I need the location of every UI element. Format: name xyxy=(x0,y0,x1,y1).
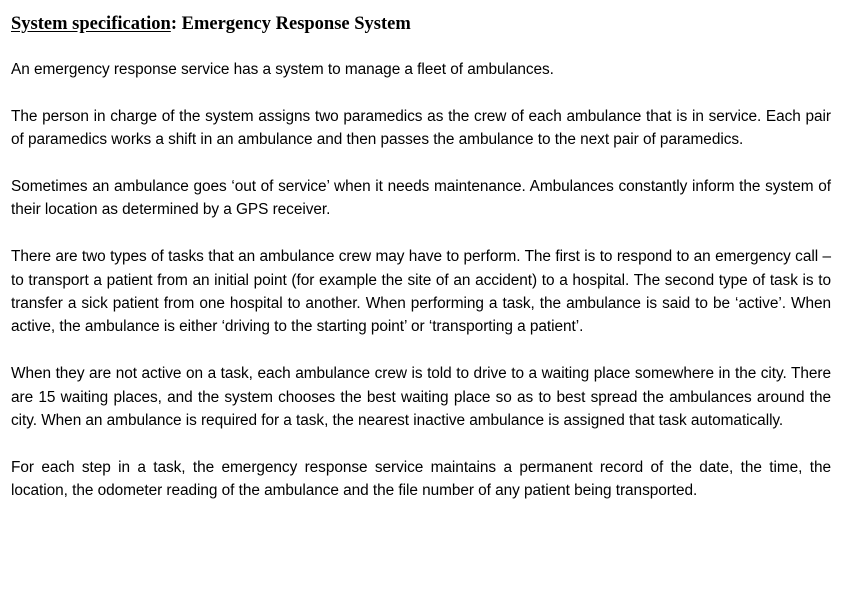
title-separator: : xyxy=(170,14,182,34)
paragraph-records: For each step in a task, the emergency response service maintains a permanent record of the date, the time, the location, the odometer reading of the ambulance and the file number of any patient being transported. xyxy=(11,458,831,500)
paragraph-task-types: There are two types of tasks that an ambulance crew may have to perform. The first is to respond to an emergency call – to transport a patient from an initial point (for example the site of an accident) to a hospital. The second type of task is to transfer a sick patient from one hospital to another. When performing a task, the ambulance is said to be ‘active’. When active, the ambulance is either ‘driving to the starting point’ or ‘transporting a patient’. xyxy=(11,248,831,336)
paragraph-crew: The person in charge of the system assigns two paramedics as the crew of each ambulance that is in service. Each pair of paramedics works a shift in an ambulance and then passes the ambulance to the next pair of paramedics. xyxy=(11,107,831,149)
paragraph-waiting-places: When they are not active on a task, each ambulance crew is told to drive to a waiting place somewhere in the city. There are 15 waiting places, and the system chooses the best waiting place so as to best spread the ambulances around the city. When an ambulance is required for a task, the nearest inactive ambulance is assigned that task automatically. xyxy=(11,365,831,430)
document-page xyxy=(11,12,831,503)
paragraph-intro: An emergency response service has a system to manage a fleet of ambulances. xyxy=(11,61,554,78)
title-label: System specification xyxy=(11,14,171,34)
document-title xyxy=(11,12,831,36)
paragraph-out-of-service: Sometimes an ambulance goes ‘out of service’ when it needs maintenance. Ambulances constantly inform the system of their location as determined by a GPS receiver. xyxy=(11,178,831,219)
title-system-name: Emergency Response System xyxy=(181,14,411,34)
